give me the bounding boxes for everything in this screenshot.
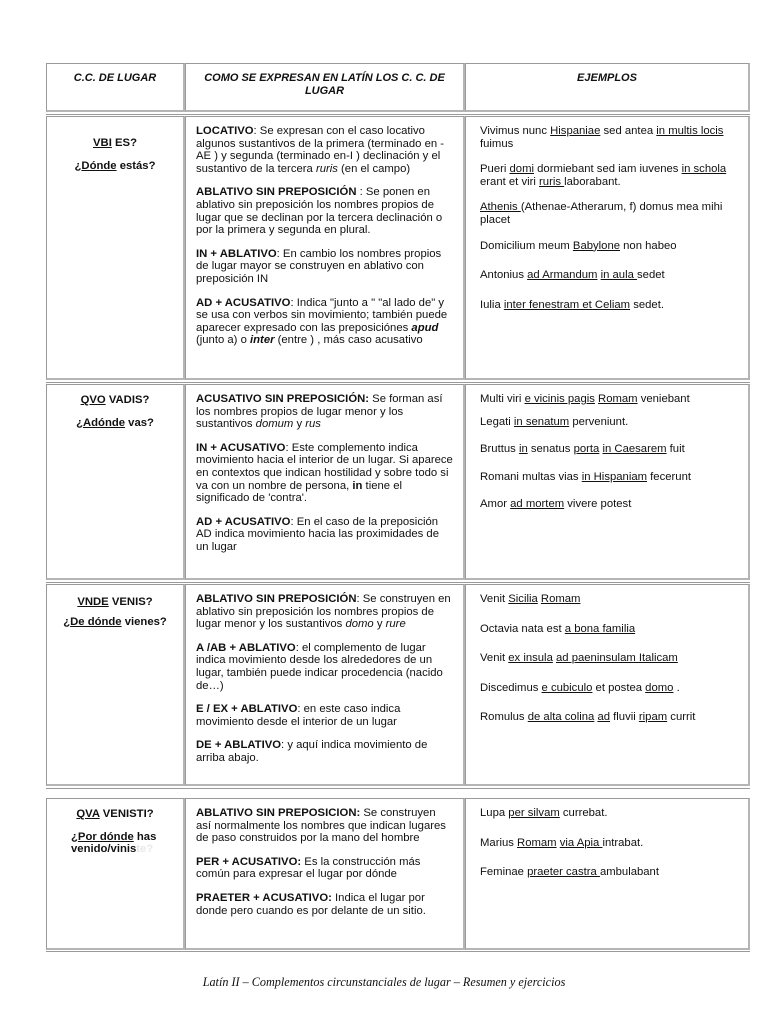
example-highlight: ruris <box>539 175 565 188</box>
example-text: Domicilium meum <box>480 239 573 252</box>
example-highlight: ad Armandum <box>527 269 598 282</box>
example-highlight: in multis locis <box>656 125 724 137</box>
row-examples-cell <box>465 116 750 380</box>
example-text: Feminae <box>480 866 528 879</box>
explanation-paragraph: ACUSATIVO SIN PREPOSICIÓN: Se forman así los nombres propios de lugar menor y los sustantivos domum y rus <box>196 393 443 431</box>
row-explanation-cell <box>185 384 465 580</box>
question-latin: QVA VENISTI? <box>76 808 154 820</box>
example-sentence <box>480 682 738 695</box>
example-text: laborabant. <box>564 175 621 188</box>
header-col1 <box>46 63 185 112</box>
example-sentence <box>480 269 738 282</box>
question-spanish: ¿Dónde estás? <box>74 159 156 172</box>
example-highlight: praeter castra <box>527 866 600 879</box>
divider-line <box>46 582 750 583</box>
example-text: et postea <box>592 681 646 694</box>
example-sentence <box>480 498 738 511</box>
example-text: Marius <box>480 836 518 849</box>
example-highlight: via Apia <box>559 836 603 849</box>
example-highlight: Athenis <box>480 201 521 214</box>
example-text: Romulus <box>480 711 528 724</box>
example-text: Octavia nata est <box>480 622 565 635</box>
header-col1-text: C.C. DE LUGAR <box>73 72 157 84</box>
example-text: ambulabant <box>599 866 659 879</box>
example-sentence <box>480 711 738 724</box>
example-text: intrabat. <box>602 836 644 849</box>
example-highlight: porta <box>573 443 600 456</box>
explanation-paragraph: IN + ACUSATIVO: Este complemento indica movimiento hacia el interior de un lugar. Si aparece en contextos que indican hostilidad y sobre todo si va con un nombre de persona, in tiene el significado de 'contra'. <box>196 441 453 505</box>
example-highlight: domo <box>645 681 674 694</box>
example-highlight: in Caesarem <box>602 443 667 456</box>
example-highlight: in Hispaniam <box>581 470 648 483</box>
example-text: Iulia <box>480 298 504 311</box>
example-text: . <box>673 681 680 694</box>
example-text: vivere potest <box>564 498 632 511</box>
example-text: perveniunt. <box>569 415 629 428</box>
example-text: Venit <box>480 593 509 605</box>
example-text: sed antea <box>600 125 657 137</box>
explanation-paragraph: PRAETER + ACUSATIVO: Indica el lugar por donde pero cuando es por delante de un sitio. <box>196 891 426 917</box>
example-highlight: in <box>518 443 528 456</box>
example-highlight: ad paeninsulam Italicam <box>556 652 678 665</box>
example-sentence <box>480 393 738 406</box>
example-text: veniebant <box>637 393 690 405</box>
example-text: Venit <box>480 652 509 665</box>
example-highlight: de alta colina <box>527 711 595 724</box>
example-text: currit <box>667 711 696 724</box>
divider-line <box>46 114 750 115</box>
question-spanish: ¿De dónde vienes? <box>63 615 167 628</box>
row-explanation-cell <box>185 116 465 380</box>
row-question-cell <box>46 384 185 580</box>
explanation-paragraph: DE + ABLATIVO: y aquí indica movimiento de arriba abajo. <box>196 739 428 764</box>
example-highlight: ripam <box>638 711 668 724</box>
page-footer: Latín II – Complementos circunstanciales de lugar – Resumen y ejercicios <box>202 975 566 989</box>
row-examples-cell <box>465 798 750 950</box>
question-latin: VBI ES? <box>93 137 137 149</box>
example-highlight: in schola <box>681 163 727 176</box>
header-col3 <box>465 63 750 112</box>
example-text: non habeo <box>620 239 677 252</box>
explanation-paragraph: ABLATIVO SIN PREPOSICION: Se construyen así normalmente los nombres que indican lugares de paso construidos por la mano del hombre <box>196 807 446 845</box>
example-text: dormiebant sed iam iuvenes <box>534 163 682 176</box>
example-text: erant et viri <box>480 175 540 188</box>
example-sentence <box>480 652 738 665</box>
divider-line <box>46 951 750 952</box>
example-text: Multi viri <box>480 393 525 405</box>
question-spanish: ¿Por dónde has venido/viniste? <box>71 830 157 856</box>
example-text: Romani multas vias <box>480 470 582 483</box>
example-sentence <box>480 416 738 429</box>
example-highlight: e cubiculo <box>541 681 593 694</box>
example-highlight: e vicinis pagis <box>524 393 595 405</box>
row-examples-cell <box>465 384 750 580</box>
question-latin: QVO VADIS? <box>80 394 150 406</box>
example-text: fuit <box>666 443 685 456</box>
example-text: Antonius <box>480 269 528 282</box>
example-highlight: Romam <box>598 393 638 405</box>
example-highlight: Romam <box>540 593 581 605</box>
divider-line <box>46 382 750 383</box>
explanation-paragraph: A /AB + ABLATIVO: el complemento de lugar indica movimiento desde los alrededores de un lugar, también puede indicar procedencia (nacido de…) <box>196 641 443 692</box>
row-examples-cell <box>465 584 750 786</box>
example-highlight: per silvam <box>508 807 560 819</box>
example-sentence <box>480 837 738 850</box>
example-text: (Athenae-Atherarum, f) domus mea mihi placet <box>480 201 723 226</box>
explanation-paragraph: E / EX + ABLATIVO: en este caso indica movimiento desde el interior de un lugar <box>196 703 401 728</box>
example-highlight: Hispaniae <box>550 125 601 137</box>
row-question-cell <box>46 116 185 380</box>
example-text: fluvii <box>610 711 639 724</box>
example-highlight: domi <box>509 163 535 176</box>
example-sentence <box>480 623 738 636</box>
row-explanation-cell <box>185 798 465 950</box>
example-text: Legati <box>480 415 514 428</box>
example-text: Pueri <box>480 163 510 176</box>
explanation-paragraph: IN + ABLATIVO: En cambio los nombres propios de lugar mayor se construyen en ablativo con preposición IN <box>196 247 442 285</box>
example-highlight: Sicilia <box>508 593 538 605</box>
example-highlight: a bona familia <box>564 622 636 635</box>
example-sentence <box>480 471 738 484</box>
divider-line <box>46 788 750 789</box>
question-latin: VNDE VENIS? <box>77 596 153 608</box>
example-text: currebat. <box>559 807 608 819</box>
question-spanish: ¿Adónde vas? <box>76 416 154 429</box>
example-highlight: Babylone <box>572 239 621 252</box>
explanation-paragraph: ABLATIVO SIN PREPOSICIÓN: Se construyen en ablativo sin preposición los nombres propios de lugar menor y los sustantivos domo y rure <box>196 593 451 631</box>
example-text: sedet. <box>630 298 664 311</box>
example-text: Bruttus <box>480 443 519 456</box>
explanation-paragraph: LOCATIVO: Se expresan con el caso locativo algunos sustantivos de la primera (terminado en -AE ) y segunda (terminado en-I ) declinación y el sustantivo de la tercera ruris (en el campo) <box>196 125 445 175</box>
example-text: sedet <box>637 269 665 282</box>
row-question-cell <box>46 584 185 786</box>
example-sentence <box>480 240 738 253</box>
example-text: senatus <box>527 443 574 456</box>
example-highlight: in senatum <box>513 415 570 428</box>
example-highlight: Romam <box>517 836 557 849</box>
example-sentence <box>480 201 738 226</box>
explanation-paragraph: PER + ACUSATIVO: Es la construcción más común para expresar el lugar por dónde <box>196 855 421 881</box>
example-highlight: ad mortem <box>510 498 565 511</box>
explanation-paragraph: AD + ACUSATIVO: En el caso de la preposición AD indica movimiento hacia las proximidades de un lugar <box>196 515 439 553</box>
row-explanation-cell <box>185 584 465 786</box>
example-text: Vivimus nunc <box>480 125 551 137</box>
row-question-cell <box>46 798 185 950</box>
example-sentence <box>480 443 738 456</box>
example-sentence <box>480 299 738 312</box>
example-sentence <box>480 593 738 606</box>
example-sentence <box>480 163 738 188</box>
example-text: Amor <box>480 498 511 511</box>
example-sentence <box>480 125 738 150</box>
example-highlight: ex insula <box>508 652 553 665</box>
explanation-paragraph: ABLATIVO SIN PREPOSICIÓN : Se ponen en ablativo sin preposición los nombres propios de lugar que se declinan por la tercera declinación o por la primera y segunda en plural. <box>196 186 443 237</box>
example-text: Discedimus <box>480 681 542 694</box>
header-col2-text: COMO SE EXPRESAN EN LATÍN LOS C. C. DE LUGAR <box>204 72 445 97</box>
example-highlight: ad <box>597 711 611 724</box>
example-text: fuimus <box>480 137 514 150</box>
example-sentence <box>480 866 738 879</box>
example-text: fecerunt <box>647 470 691 483</box>
example-sentence <box>480 807 738 820</box>
explanation-paragraph: AD + ACUSATIVO: Indica "junto a " "al lado de" y se usa con verbos sin movimiento; también puede aparecer expresado con las preposiciónes apud (junto a) o inter (entre ) , más caso acusativo <box>196 296 448 347</box>
example-highlight: inter fenestram et Celiam <box>503 298 631 311</box>
header-col2 <box>185 63 465 112</box>
example-text: Lupa <box>480 807 509 819</box>
example-highlight: in aula <box>600 269 638 282</box>
header-col3-text: EJEMPLOS <box>577 72 637 84</box>
